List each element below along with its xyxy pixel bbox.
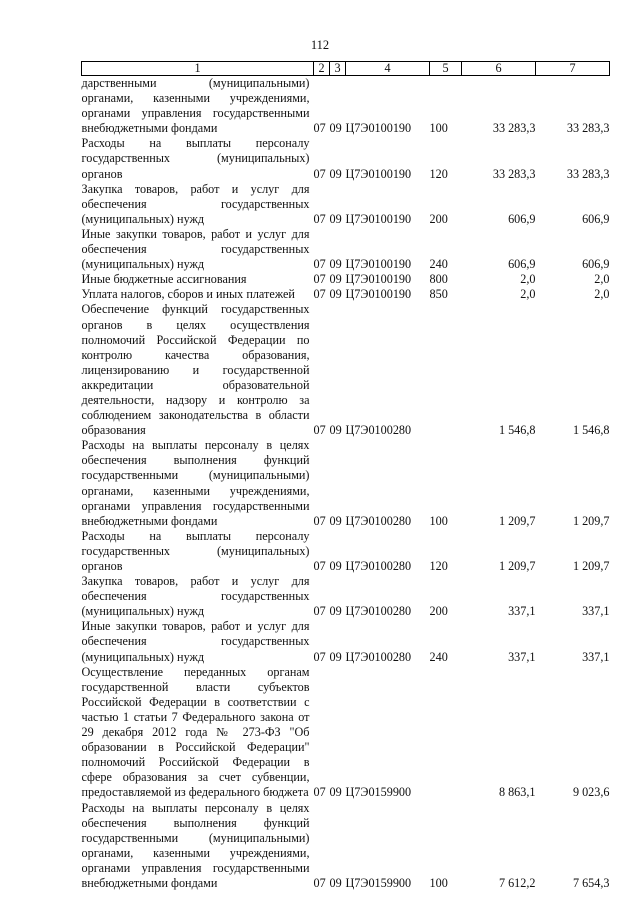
- row-subsection: 09: [329, 559, 342, 573]
- row-subsection: 09: [329, 166, 342, 181]
- row-amount-1: 33 283,3: [492, 166, 536, 181]
- column-number: 2: [314, 62, 330, 76]
- row-amount-2: 606,9: [582, 211, 610, 226]
- row-target-article: Ц7Э0100190: [345, 287, 412, 302]
- table-row: [82, 182, 610, 227]
- row-expense-type: 800: [429, 272, 448, 287]
- row-section: 07: [313, 121, 326, 136]
- row-subsection: 09: [329, 211, 342, 226]
- column-number: 7: [536, 62, 610, 76]
- row-subsection: 09: [329, 513, 342, 528]
- row-name: Уплата налогов, сборов и иных платежей: [81, 287, 295, 302]
- row-target-article: Ц7Э0159900: [345, 875, 412, 890]
- row-expense-type: 200: [429, 211, 448, 226]
- row-name: Расходы на выплаты персоналу государственных (муниципальных) органов: [81, 136, 310, 181]
- row-amount-2: 7 654,3: [572, 875, 610, 890]
- row-subsection: 09: [329, 272, 342, 287]
- row-amount-1: 7 612,2: [498, 875, 536, 890]
- row-section: 07: [313, 559, 326, 573]
- row-amount-1: 606,9: [508, 257, 536, 272]
- row-subsection: 09: [329, 649, 342, 664]
- row-name: Закупка товаров, работ и услуг для обеспечения государственных (муниципальных) нужд: [81, 181, 310, 226]
- row-expense-type: 100: [429, 121, 448, 136]
- row-expense-type: 100: [429, 875, 448, 890]
- row-name: Расходы на выплаты персоналу в целях обеспечения выполнения функций государственными (муниципальными) органами, казенными учреждениями, органами управления государственными внебюджетными фондами: [81, 800, 310, 890]
- row-section: 07: [313, 257, 326, 272]
- row-subsection: 09: [329, 785, 342, 800]
- row-expense-type: 240: [429, 649, 448, 664]
- row-amount-2: 1 209,7: [572, 513, 610, 528]
- row-amount-2: 337,1: [582, 604, 610, 619]
- row-target-article: Ц7Э0100280: [345, 513, 412, 528]
- row-section: 07: [313, 875, 326, 890]
- row-subsection: 09: [329, 257, 342, 272]
- row-target-article: Ц7Э0100280: [345, 423, 412, 438]
- row-target-article: Ц7Э0100190: [345, 166, 412, 181]
- table-row: [82, 574, 610, 619]
- row-name: Расходы на выплаты персоналу государственных (муниципальных) органов: [81, 528, 310, 573]
- row-subsection: 09: [329, 287, 342, 302]
- column-number: 6: [462, 62, 536, 76]
- table-row: [82, 136, 610, 181]
- row-target-article: Ц7Э0100190: [345, 121, 412, 136]
- row-amount-2: 1 209,7: [572, 559, 610, 573]
- row-name: Иные закупки товаров, работ и услуг для обеспечения государственных (муниципальных) нужд: [81, 619, 310, 664]
- row-section: 07: [313, 423, 326, 438]
- row-target-article: Ц7Э0100190: [345, 211, 412, 226]
- row-name: Расходы на выплаты персоналу в целях обеспечения выполнения функций государственными (муниципальными) органами, казенными учреждениями, органами управления государственными внебюджетными фондами: [81, 438, 310, 528]
- row-section: 07: [313, 604, 326, 619]
- row-name: Закупка товаров, работ и услуг для обеспечения государственных (муниципальных) нужд: [81, 574, 310, 619]
- row-amount-2: 33 283,3: [566, 166, 610, 181]
- row-amount-2: 606,9: [582, 257, 610, 272]
- row-amount-2: 9 023,6: [572, 785, 610, 800]
- row-name: Иные бюджетные ассигнования: [81, 272, 247, 287]
- column-number: 4: [346, 62, 430, 76]
- row-section: 07: [313, 166, 326, 181]
- table-body: [82, 76, 610, 892]
- row-target-article: Ц7Э0100280: [345, 649, 412, 664]
- row-expense-type: 850: [429, 287, 448, 302]
- table-row: [82, 438, 610, 529]
- row-amount-1: 1 209,7: [498, 513, 536, 528]
- row-amount-1: 1 546,8: [498, 423, 536, 438]
- row-amount-1: 606,9: [508, 211, 536, 226]
- row-target-article: Ц7Э0100280: [345, 559, 412, 573]
- row-section: 07: [313, 211, 326, 226]
- table-row: [82, 227, 610, 272]
- row-expense-type: [430, 665, 462, 801]
- column-number: 5: [430, 62, 462, 76]
- row-target-article: Ц7Э0100190: [345, 272, 412, 287]
- row-target-article: Ц7Э0159900: [345, 785, 412, 800]
- budget-table: [81, 61, 610, 891]
- table-row: [82, 529, 610, 574]
- row-amount-2: 33 283,3: [566, 121, 610, 136]
- row-section: 07: [313, 513, 326, 528]
- row-amount-1: 2,0: [520, 287, 536, 302]
- table-row: [82, 801, 610, 892]
- row-name: дарственными (муниципальными) органами, казенными учреждениями, органами управления государственными внебюджетными фондами: [81, 76, 310, 136]
- row-section: 07: [313, 785, 326, 800]
- row-expense-type: 120: [429, 559, 448, 573]
- table-row: [82, 665, 610, 801]
- row-expense-type: [430, 302, 462, 438]
- row-expense-type: 200: [429, 604, 448, 619]
- row-target-article: Ц7Э0100280: [345, 604, 412, 619]
- table-row: [82, 272, 610, 287]
- row-expense-type: 100: [429, 513, 448, 528]
- row-section: 07: [313, 272, 326, 287]
- row-name: Осуществление переданных органам государственной власти субъектов Российской Федерации в соответствии с частью 1 статьи 7 Федерального закона от 29 декабря 2012 года № 273-ФЗ "Об образовании в Российской Федерации" полномочий Российской Федерации в сфере образования за счет субвенции, предоставляемой из федерального бюджета: [81, 664, 310, 800]
- table-row: [82, 619, 610, 664]
- row-amount-1: 337,1: [508, 604, 536, 619]
- row-amount-2: 337,1: [582, 649, 610, 664]
- row-subsection: 09: [329, 121, 342, 136]
- row-subsection: 09: [329, 604, 342, 619]
- table-row: [82, 76, 610, 137]
- row-subsection: 09: [329, 875, 342, 890]
- page-number: 112: [310, 38, 330, 52]
- column-number: 3: [330, 62, 346, 76]
- row-name: Обеспечение функций государственных органов в целях осуществления полномочий Российской Федерации по контролю качества образования, лицензированию и государственной аккредитации образовательной деятельности, надзору и контролю за соблюдением законодательства в области образования: [81, 302, 310, 438]
- row-subsection: 09: [329, 423, 342, 438]
- row-target-article: Ц7Э0100190: [345, 257, 412, 272]
- row-amount-1: 33 283,3: [492, 121, 536, 136]
- row-section: 07: [313, 649, 326, 664]
- row-amount-2: 1 546,8: [572, 423, 610, 438]
- row-section: 07: [313, 287, 326, 302]
- row-expense-type: 120: [429, 166, 448, 181]
- row-name: Иные закупки товаров, работ и услуг для обеспечения государственных (муниципальных) нужд: [81, 226, 310, 272]
- row-amount-1: 8 863,1: [498, 785, 536, 800]
- row-amount-2: 2,0: [594, 272, 610, 287]
- column-number: 1: [82, 62, 314, 76]
- row-expense-type: 240: [429, 257, 448, 272]
- column-number-row: [82, 62, 610, 76]
- row-amount-1: 2,0: [520, 272, 536, 287]
- row-amount-1: 337,1: [508, 649, 536, 664]
- table-row: [82, 287, 610, 302]
- table-row: [82, 302, 610, 438]
- row-amount-1: 1 209,7: [498, 559, 536, 573]
- row-amount-2: 2,0: [594, 287, 610, 302]
